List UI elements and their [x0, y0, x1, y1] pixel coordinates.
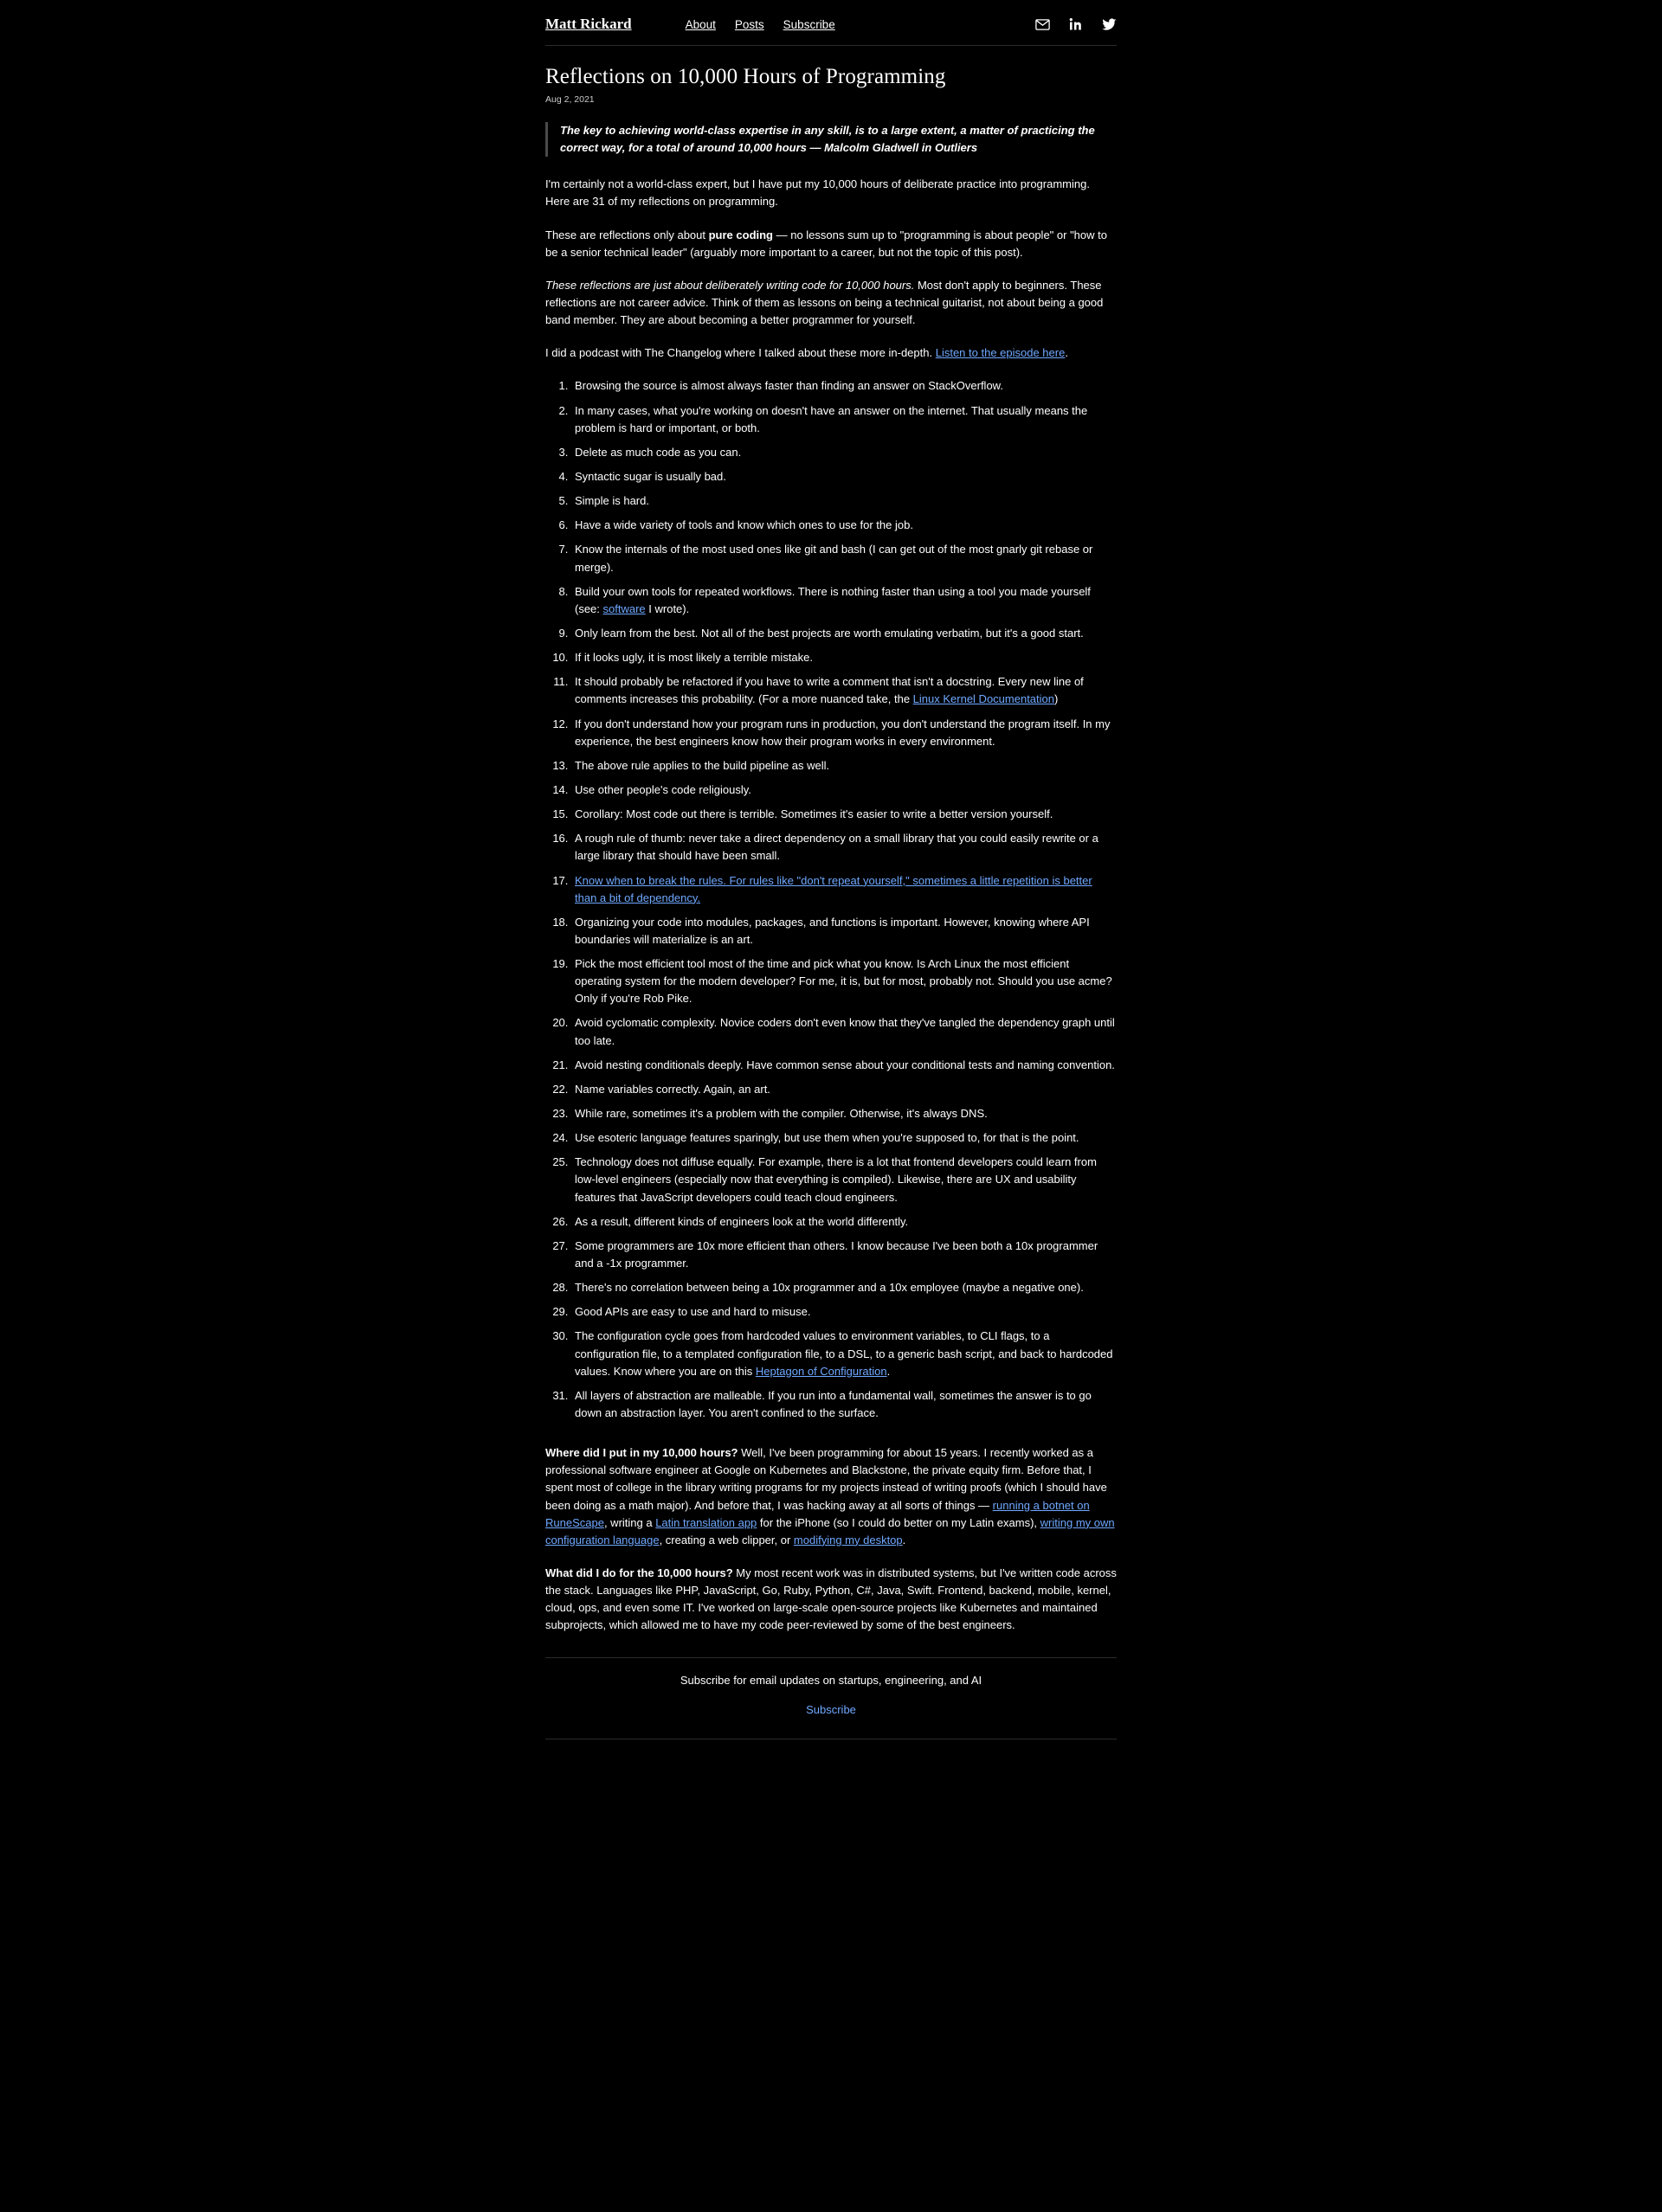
list-item: 22. Name variables correctly. Again, an art. — [571, 1081, 1117, 1098]
what-heading: What did I do for the 10,000 hours? — [545, 1566, 733, 1579]
intro-paragraph-3 — [545, 277, 1117, 329]
list-item: 12. If you don't understand how your program runs in production, you don't understand the program itself. In my experience, the best engineers know how their program works in every environment. — [571, 716, 1117, 750]
subscribe-section — [545, 1674, 1117, 1718]
list-item — [571, 673, 1117, 708]
paragraph-4-part-a: I did a podcast with The Changelog where I talked about these more in-depth. — [545, 346, 936, 360]
heptagon-of-configuration-link[interactable]: Heptagon of Configuration — [755, 1364, 887, 1378]
what-text: My most recent work was in distributed systems, but I've written code across the stack. Languages like PHP, JavaScript, Go, Ruby, Python, C#, Java, Swift. Frontend, backend, mobile, kernel, cloud, ops, and even some IT. I've worked on large-scale open-source projects like Kubernetes and maintained subprojects, which allowed me to have my code peer-reviewed by some of the best engineers. — [545, 1566, 1117, 1632]
software-link[interactable]: software — [602, 601, 646, 615]
list-item: 21. Avoid nesting conditionals deeply. Have common sense about your conditional tests and naming convention. — [571, 1057, 1117, 1074]
intro-paragraph-4 — [545, 344, 1117, 362]
list-item-text-pre: Build your own tools for repeated workflows. There is nothing faster than using a tool you made yourself (see: — [575, 584, 1091, 615]
list-item: 4. Syntactic sugar is usually bad. — [571, 468, 1117, 485]
list-item: 19. Pick the most efficient tool most of the time and pick what you know. Is Arch Linux the most efficient operating system for the modern developer? For me, it is, but for most, probably not. Should you use acme? Only if you're Rob Pike. — [571, 955, 1117, 1007]
nav-item-posts[interactable]: Posts — [734, 17, 764, 31]
site-brand[interactable]: Matt Rickard — [545, 16, 632, 32]
where-text-b: , writing a — [603, 1515, 656, 1529]
list-item-text-pre: It should probably be refactored if you have to write a comment that isn't a docstring. Every new line of comments increases this probability. (For a more nuanced take, the — [575, 675, 1084, 706]
list-item: 3. Delete as much code as you can. — [571, 444, 1117, 461]
list-item-text-post: . — [886, 1364, 891, 1378]
list-item: 10. If it looks ugly, it is most likely a terrible mistake. — [571, 649, 1117, 666]
site-header — [545, 7, 1117, 46]
pull-quote: The key to achieving world-class expertise in any skill, is to a large extent, a matter of practicing the correct way, for a total of around 10,000 hours — Malcolm Gladwell in Outliers — [545, 122, 1117, 157]
list-item: 23. While rare, sometimes it's a problem with the compiler. Otherwise, it's always DNS. — [571, 1105, 1117, 1122]
twitter-icon[interactable] — [1102, 18, 1117, 31]
paragraph-2-part-a: These are reflections only about — [545, 228, 709, 241]
reflections-list — [545, 377, 1117, 1422]
list-item — [571, 872, 1117, 907]
where-text-a: Well, I've been programming for about 15 years. I recently worked as a professional software engineer at Google on Kubernetes and Blackstone, the private equity firm. Before that, I spent most of college in the library writing programs for my projects instead of writing proofs (which I should have been doing as a math major). And before that, I was hacking away at all sorts of things — — [545, 1446, 1107, 1512]
list-item: 9. Only learn from the best. Not all of the best projects are worth emulating verbatim, but it's a good start. — [571, 625, 1117, 642]
page-title: Reflections on 10,000 Hours of Programming — [545, 65, 946, 88]
list-item: 27. Some programmers are 10x more efficient than others. I know because I've been both a 10x programmer and a -1x programmer. — [571, 1238, 1117, 1272]
what-paragraph — [545, 1565, 1117, 1635]
list-item-text-post: I wrote). — [645, 601, 690, 615]
page-container — [545, 0, 1117, 1791]
linux-kernel-documentation-link[interactable]: Linux Kernel Documentation — [912, 692, 1054, 706]
where-text-d: , creating a web clipper, or — [659, 1533, 794, 1546]
list-item: 1. Browsing the source is almost always faster than finding an answer on StackOverflow. — [571, 377, 1117, 395]
list-item: 29. Good APIs are easy to use and hard to misuse. — [571, 1303, 1117, 1321]
list-item: 20. Avoid cyclomatic complexity. Novice coders don't even know that they've tangled the dependency graph until too late. — [571, 1014, 1117, 1049]
where-text-c: for the iPhone (so I could do better on my Latin exams), — [757, 1515, 1040, 1529]
intro-paragraph-2 — [545, 227, 1117, 261]
list-item: 31. All layers of abstraction are malleable. If you run into a fundamental wall, sometimes the answer is to go down an abstraction layer. You aren't confined to the surface. — [571, 1387, 1117, 1422]
list-item: 14. Use other people's code religiously. — [571, 781, 1117, 799]
list-item: 15. Corollary: Most code out there is terrible. Sometimes it's easier to write a better version yourself. — [571, 806, 1117, 823]
list-item: 28. There's no correlation between being a 10x programmer and a 10x employee (maybe a negative one). — [571, 1279, 1117, 1296]
list-item: 13. The above rule applies to the build pipeline as well. — [571, 757, 1117, 775]
where-text-e: . — [902, 1533, 906, 1546]
social-links — [1035, 17, 1117, 31]
modifying-my-desktop-link[interactable]: modifying my desktop — [793, 1533, 903, 1546]
list-item: 16. A rough rule of thumb: never take a direct dependency on a small library that you could easily rewrite or a large library that should have been small. — [571, 830, 1117, 865]
list-item — [571, 583, 1117, 618]
paragraph-4-part-b: . — [1065, 346, 1068, 360]
podcast-episode-link[interactable]: Listen to the episode here — [935, 346, 1066, 360]
main-nav — [686, 18, 835, 31]
runescape-botnet-link[interactable]: running a botnet on RuneScape — [545, 1498, 1090, 1529]
paragraph-2-part-b: — no lessons sum up to "programming is about people" or "how to be a senior technical leader" (arguably more important to a career, but not the topic of this post). — [545, 228, 1107, 259]
post-date: Aug 2, 2021 — [545, 94, 595, 105]
list-item — [571, 1328, 1117, 1379]
paragraph-2-emphasis: pure coding — [708, 228, 773, 241]
subscribe-prompt: Subscribe for email updates on startups, engineering, and AI — [680, 1673, 982, 1687]
article — [545, 65, 1117, 1635]
paragraph-3-rest: Most don't apply to beginners. These reflections are not career advice. Think of them as lessons on being a technical guitarist, not about being a good band member. They are about becoming a better programmer for yourself. — [545, 278, 1104, 327]
list-item: 7. Know the internals of the most used ones like git and bash (I can get out of the most gnarly git rebase or merge). — [571, 541, 1117, 576]
list-item: 25. Technology does not diffuse equally. For example, there is a lot that frontend developers could learn from low-level engineers (especially now that everything is compiled). Likewise, there are UX and usability features that JavaScript developers could teach cloud engineers. — [571, 1154, 1117, 1206]
where-heading: Where did I put in my 10,000 hours? — [545, 1446, 738, 1460]
list-item-text-post: ) — [1054, 692, 1059, 706]
paragraph-3-italic: These reflections are just about deliberately writing code for 10,000 hours. — [545, 278, 915, 292]
linkedin-icon[interactable] — [1069, 17, 1083, 31]
list-item: 6. Have a wide variety of tools and know which ones to use for the job. — [571, 517, 1117, 534]
list-item-text-pre: The configuration cycle goes from hardcoded values to environment variables, to CLI flags, to a configuration file, to a templated configuration file, to a DSL, to a generic bash script, and back to hardcoded values. Know where you are on this — [575, 1329, 1113, 1378]
list-item: 26. As a result, different kinds of engineers look at the world differently. — [571, 1213, 1117, 1231]
list-item: 18. Organizing your code into modules, packages, and functions is important. However, knowing where API boundaries will materialize is an art. — [571, 914, 1117, 948]
nav-item-about[interactable]: About — [685, 17, 716, 31]
break-the-rules-link[interactable]: Know when to break the rules. For rules like "don't repeat yourself," sometimes a little repetition is better than a bit of dependency. — [575, 873, 1092, 904]
configuration-language-link[interactable]: writing my own configuration language — [545, 1515, 1115, 1546]
intro-paragraph-1: I'm certainly not a world-class expert, but I have put my 10,000 hours of deliberate practice into programming. Here are 31 of my reflections on programming. — [545, 177, 1090, 209]
subscribe-button[interactable]: Subscribe — [806, 1702, 856, 1716]
where-paragraph — [545, 1444, 1117, 1549]
divider — [545, 1657, 1117, 1658]
list-item: 24. Use esoteric language features sparingly, but use them when you're supposed to, for that is the point. — [571, 1129, 1117, 1147]
list-item: 2. In many cases, what you're working on doesn't have an answer on the internet. That usually means the problem is hard or important, or both. — [571, 402, 1117, 437]
nav-item-subscribe[interactable]: Subscribe — [783, 17, 835, 31]
latin-translation-app-link[interactable]: Latin translation app — [655, 1515, 757, 1529]
list-item: 5. Simple is hard. — [571, 492, 1117, 510]
email-icon[interactable] — [1035, 19, 1050, 30]
